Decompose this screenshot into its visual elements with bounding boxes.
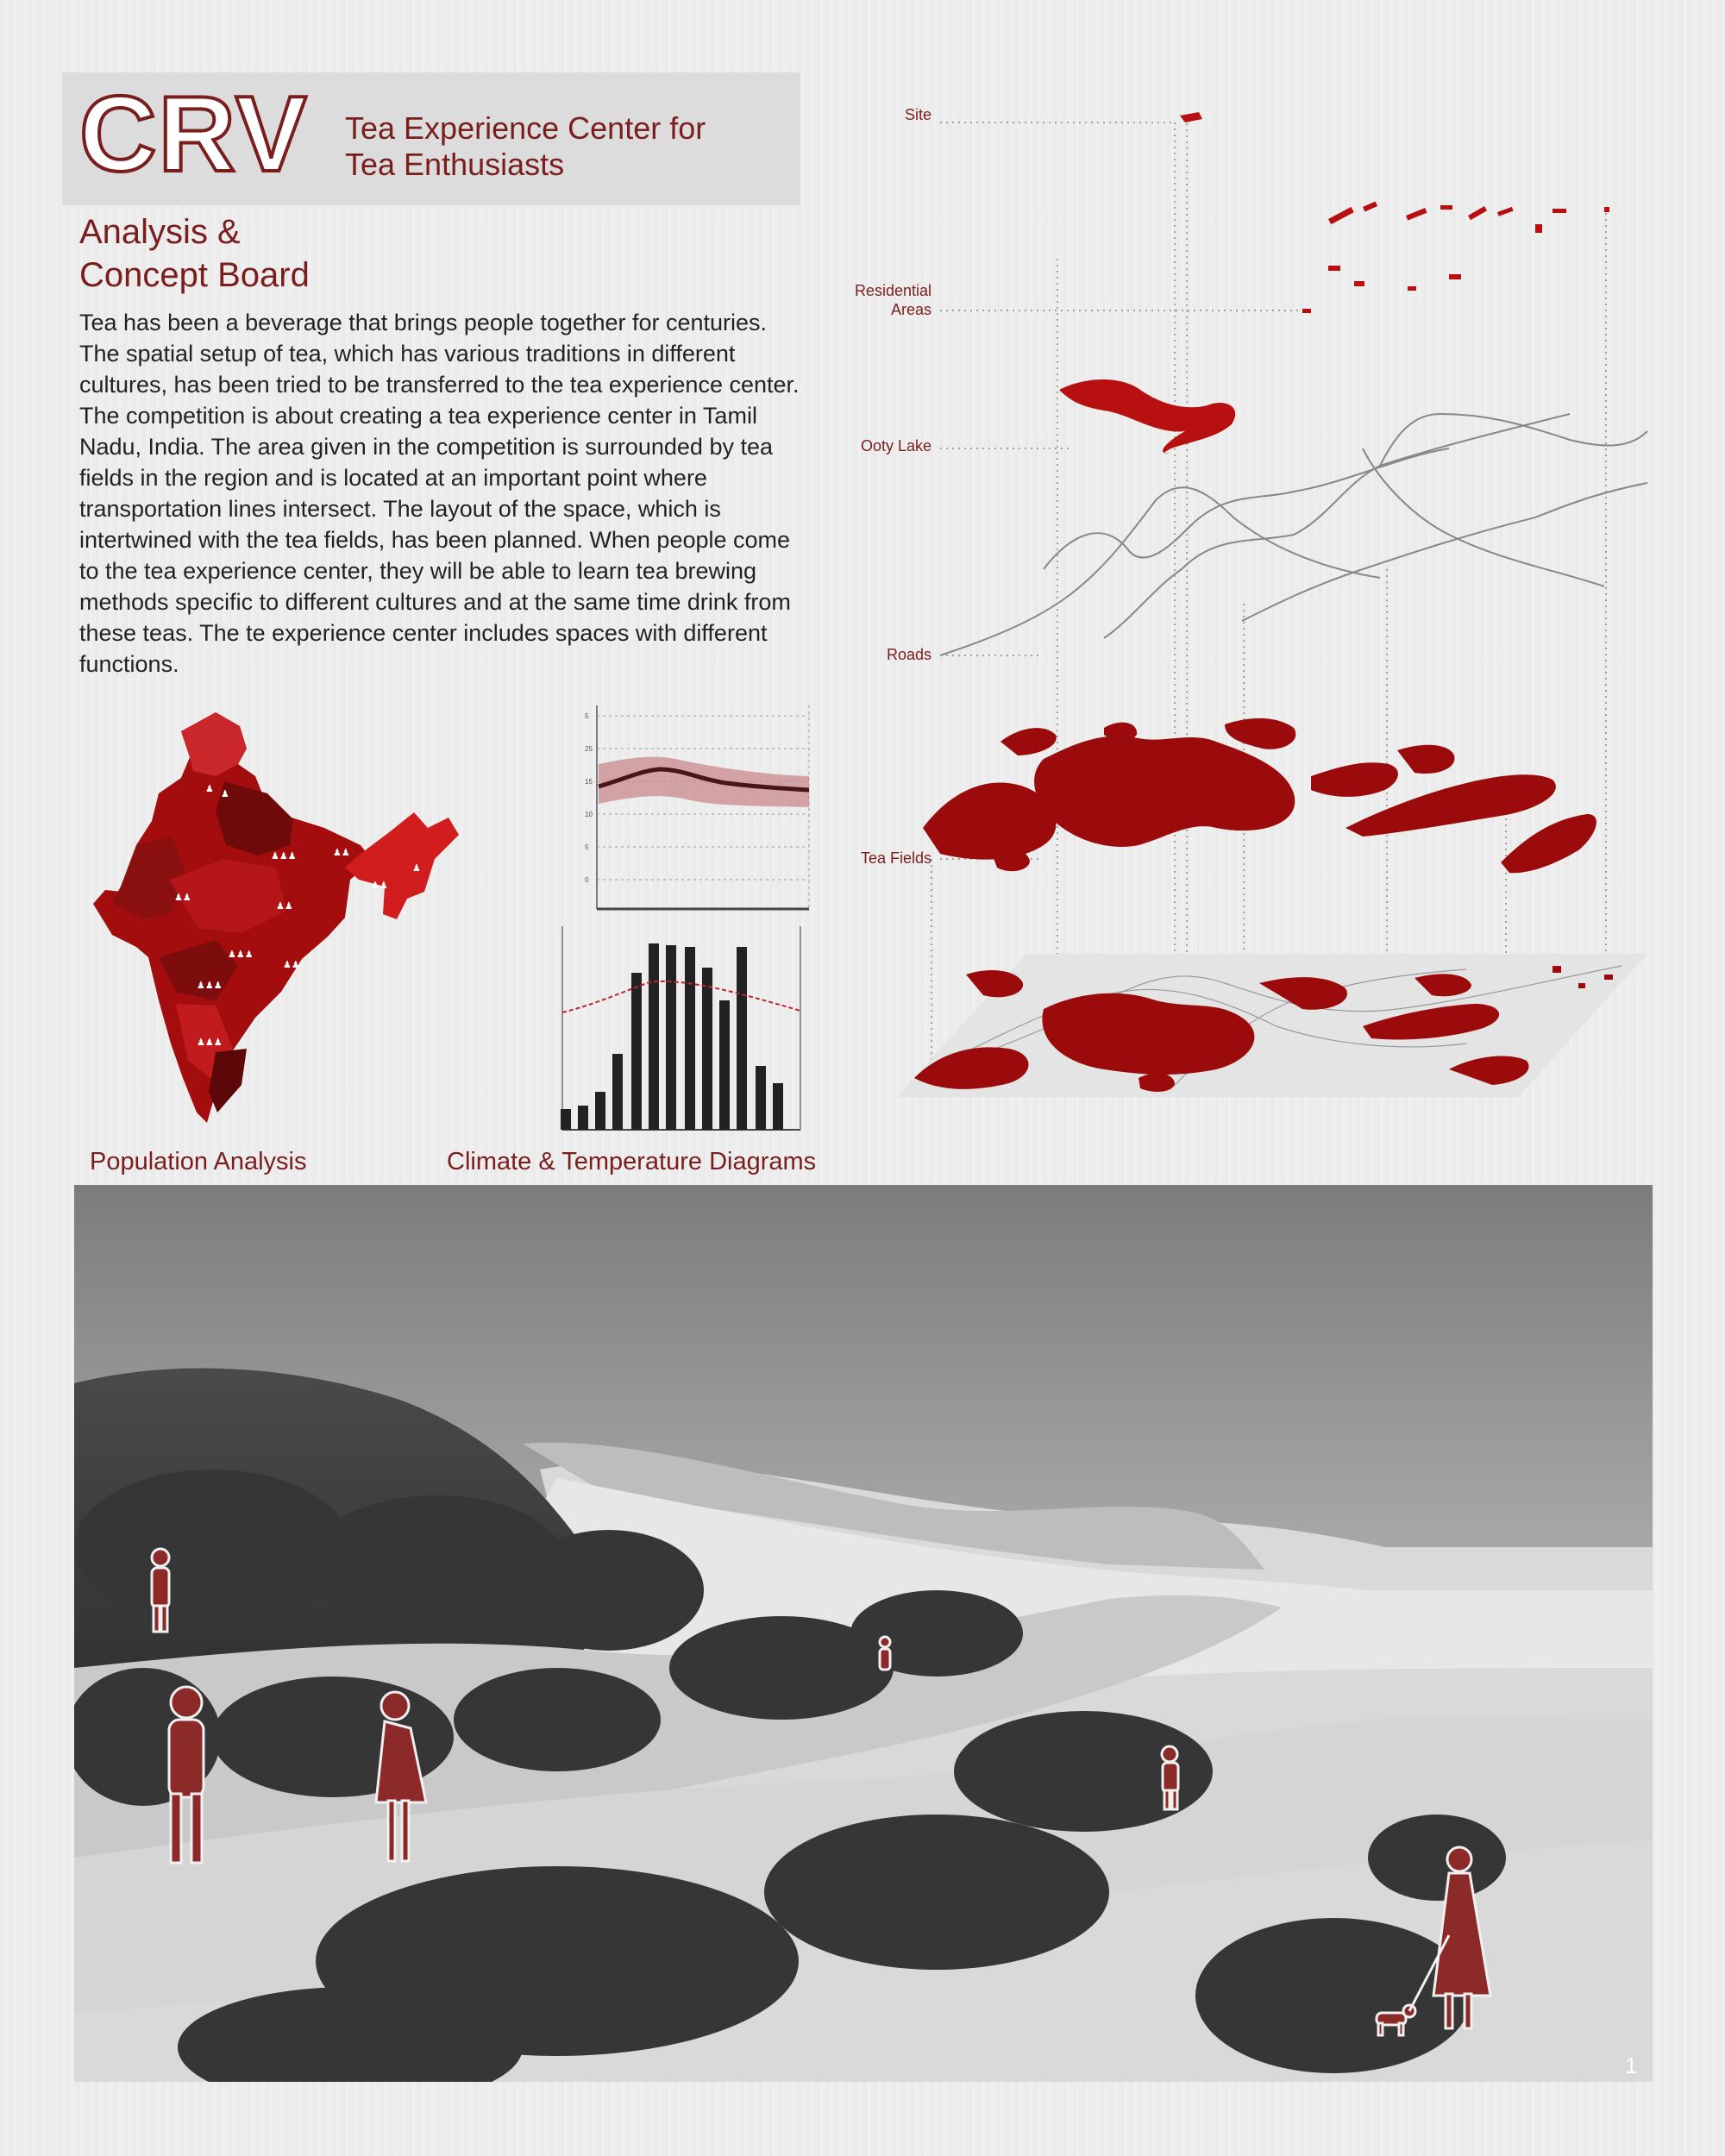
svg-text:♟♟♟: ♟♟♟ <box>197 1037 223 1048</box>
logo-text: CRV <box>79 76 309 188</box>
site-layer-diagram <box>845 86 1656 1104</box>
board-title-line-2: Concept Board <box>79 256 310 294</box>
india-population-map <box>86 707 500 1130</box>
rainfall-bar-chart <box>545 923 819 1138</box>
header-subtitle <box>345 110 794 183</box>
layer-label-roads: Roads <box>886 646 932 663</box>
svg-text:♟♟♟: ♟♟♟ <box>228 950 254 960</box>
svg-text:♟♟♟: ♟♟♟ <box>197 981 223 991</box>
roads-layer <box>940 414 1647 655</box>
y-tick-6: 0 <box>585 876 589 884</box>
temperature-range-band <box>599 757 809 807</box>
rainfall-temperature-line <box>562 981 800 1012</box>
caption-climate: Climate & Temperature Diagrams <box>447 1148 817 1175</box>
subtitle-line-1: Tea Experience Center for <box>345 110 706 146</box>
svg-text:♟♟♟: ♟♟♟ <box>271 851 297 862</box>
person-1 <box>152 1549 169 1632</box>
render-illustration <box>74 1185 1653 2082</box>
caption-population: Population Analysis <box>90 1148 307 1175</box>
svg-text:♟♟: ♟♟ <box>174 893 191 903</box>
y-tick-2: 25 <box>585 745 593 753</box>
svg-text:♟♟: ♟♟ <box>333 848 350 858</box>
perspective-render <box>74 1185 1653 2082</box>
person-5 <box>1162 1746 1178 1809</box>
person-4 <box>880 1637 890 1670</box>
board-title <box>79 210 442 297</box>
svg-text:♟♟: ♟♟ <box>283 960 300 970</box>
rainfall-bars <box>561 943 783 1130</box>
layer-label-residential-1: Residential <box>854 282 932 299</box>
tea-fields-layer <box>923 718 1596 873</box>
svg-text:♟: ♟ <box>412 863 421 874</box>
svg-text:♟: ♟ <box>205 784 214 794</box>
map-northeast <box>345 812 459 919</box>
layer-label-tea-fields: Tea Fields <box>860 849 932 867</box>
ooty-lake-layer <box>1059 379 1235 454</box>
y-tick-5: 5 <box>585 843 589 851</box>
y-tick-3: 15 <box>585 778 593 786</box>
y-tick-1: 5 <box>585 712 589 720</box>
temperature-line-chart <box>580 697 814 921</box>
svg-text:♟: ♟ <box>221 789 229 799</box>
layer-label-site: Site <box>904 106 932 123</box>
y-tick-4: 10 <box>585 811 593 818</box>
project-description: Tea has been a beverage that brings people together for centuries. The spatial setup of tea, which has various traditions in different cultures, has been tried to be transferred to the tea experience center. The competition is about creating a tea experience center in Tamil Nadu, India. The area given in the competition is surrounded by tea fields in the region and is located at an important point where transportation lines intersect. The layout of the space, which is intertwined with the tea fields, has been planned. When people come to the tea experience center, they will be able to learn tea brewing methods specific to different cultures and at the same time drink from these teas. The te experience center includes spaces with different functions. <box>79 310 800 677</box>
subtitle-line-2: Tea Enthusiasts <box>345 147 565 182</box>
layer-label-residential-2: Areas <box>890 301 932 318</box>
crv-logo <box>76 76 335 188</box>
svg-text:♟♟: ♟♟ <box>371 881 388 891</box>
site-layer <box>1180 112 1202 122</box>
layer-drawing <box>845 86 1656 1104</box>
page-number: 1 <box>1625 2053 1638 2078</box>
layer-label-lake: Ooty Lake <box>860 437 932 454</box>
leader-lines <box>932 117 1606 1087</box>
svg-text:♟♟: ♟♟ <box>276 901 293 912</box>
board-title-line-1: Analysis & <box>79 213 241 251</box>
residential-layer <box>1302 201 1609 313</box>
